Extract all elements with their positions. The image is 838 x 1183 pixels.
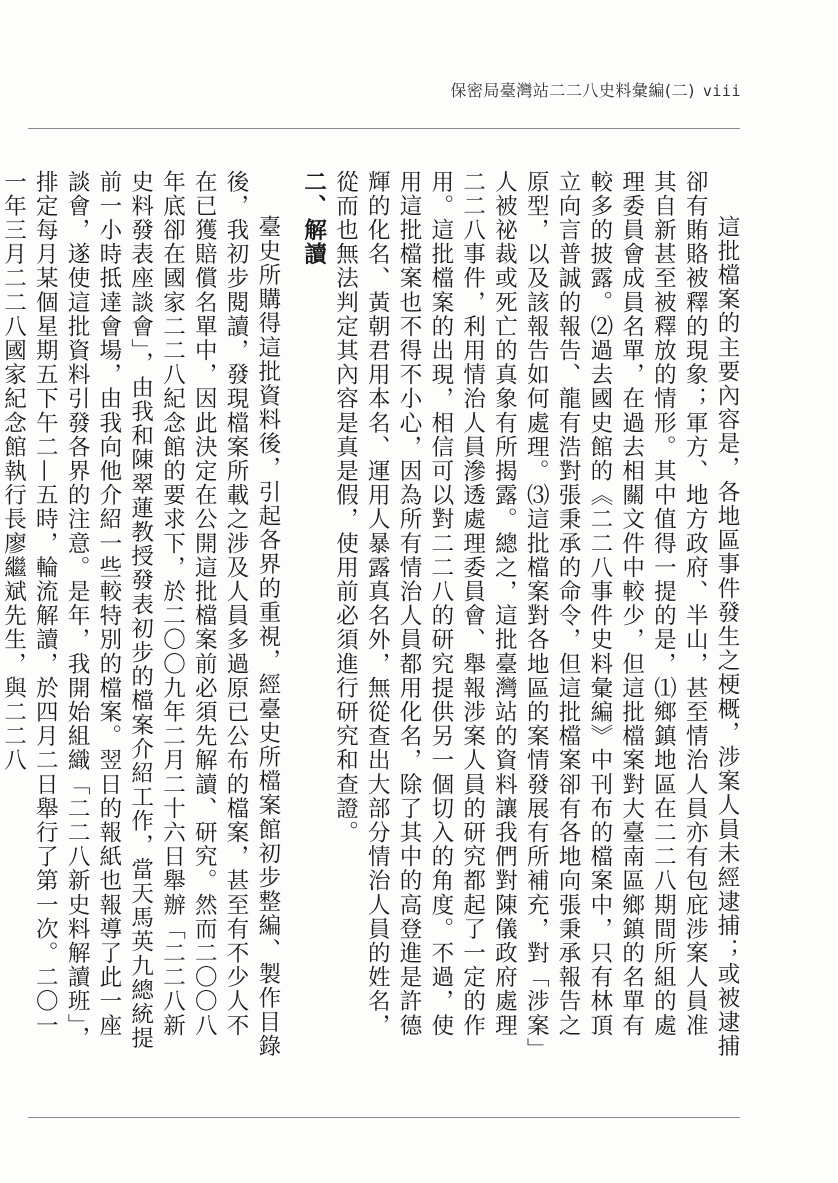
header-rule [28, 128, 740, 129]
running-header [450, 78, 741, 101]
book-title: 保密局臺灣站二二八史料彙編(二) [450, 81, 695, 100]
paragraph-interpretation: 臺史所購得這批資料後，引起各界的重視，經臺史所檔案館初步整編、製作目錄後，我初步閱讀，發現檔案所載之涉及人員多過原已公布的檔案，甚至有不少人不在已獲賠償名單中，因此決定在公開這批檔案前必須先解讀、研究。然而二〇〇八年底卻在國家二二八紀念館的要求下，於二〇〇九年二月二十六日舉辦「二二八新史料發表座談會」，由我和陳翠蓮教授發表初步的檔案介紹工作，當天馬英九總統提前一小時抵達會場，由我向他介紹一些較特別的檔案。翌日的報紙也報導了此一座談會，遂使這批資料引發各界的注意。是年，我開始組織「二二八新史料解讀班」，排定每月某個星期五下午二—五時，輪流解讀，於四月二日舉行了第一次。二〇一一年三月二二八國家紀念館執行長廖繼斌先生，與二二八 [0, 170, 281, 1059]
section-heading: 二、解讀 [300, 170, 327, 267]
vertical-text-body [0, 170, 742, 1060]
footer-rule [28, 1117, 740, 1118]
page-number: viii [702, 82, 741, 100]
paragraph-archive-contents: 這批檔案的主要內容是，各地區事件發生之梗概，涉案人員未經逮捕；或被逮捕卻有賄賂被釋的現象；軍方、地方政府、半山，甚至情治人員亦有包庇涉案人員准其自新甚至被釋放的情形。其中值得一提的是，⑴鄉鎮地區在二二八期間所組的處理委員會成員名單，在過去相關文件中較少，但這批檔案對大臺南區鄉鎮的名單有較多的披露。⑵過去國史館的《二二八事件史料彙編》中刊布的檔案中，只有林頂立向言普誠的報告、龍有浩對張秉承的命令，但這批檔案卻有各地向張秉承報告之原型，以及該報告如何處理。⑶這批檔案對各地區的案情發展有所補充，對「涉案」人被祕裁或死亡的真象有所揭露。總之，這批臺灣站的資料讓我們對陳儀政府處理二二八事件，利用情治人員滲透處理委員會、舉報涉案人員的研究都起了一定的作用。這批檔案的出現，相信可以對二二八的研究提供另一個切入的角度。不過，使用這批檔案也不得不小心，因為所有情治人員都用化名，除了其中的高登進是許德輝的化名、黃朝君用本名、運用人暴露真名外，無從查出大部分情治人員的姓名，從而也無法判定其內容是真是假，使用前必須進行研究和查證。 [332, 170, 740, 1059]
